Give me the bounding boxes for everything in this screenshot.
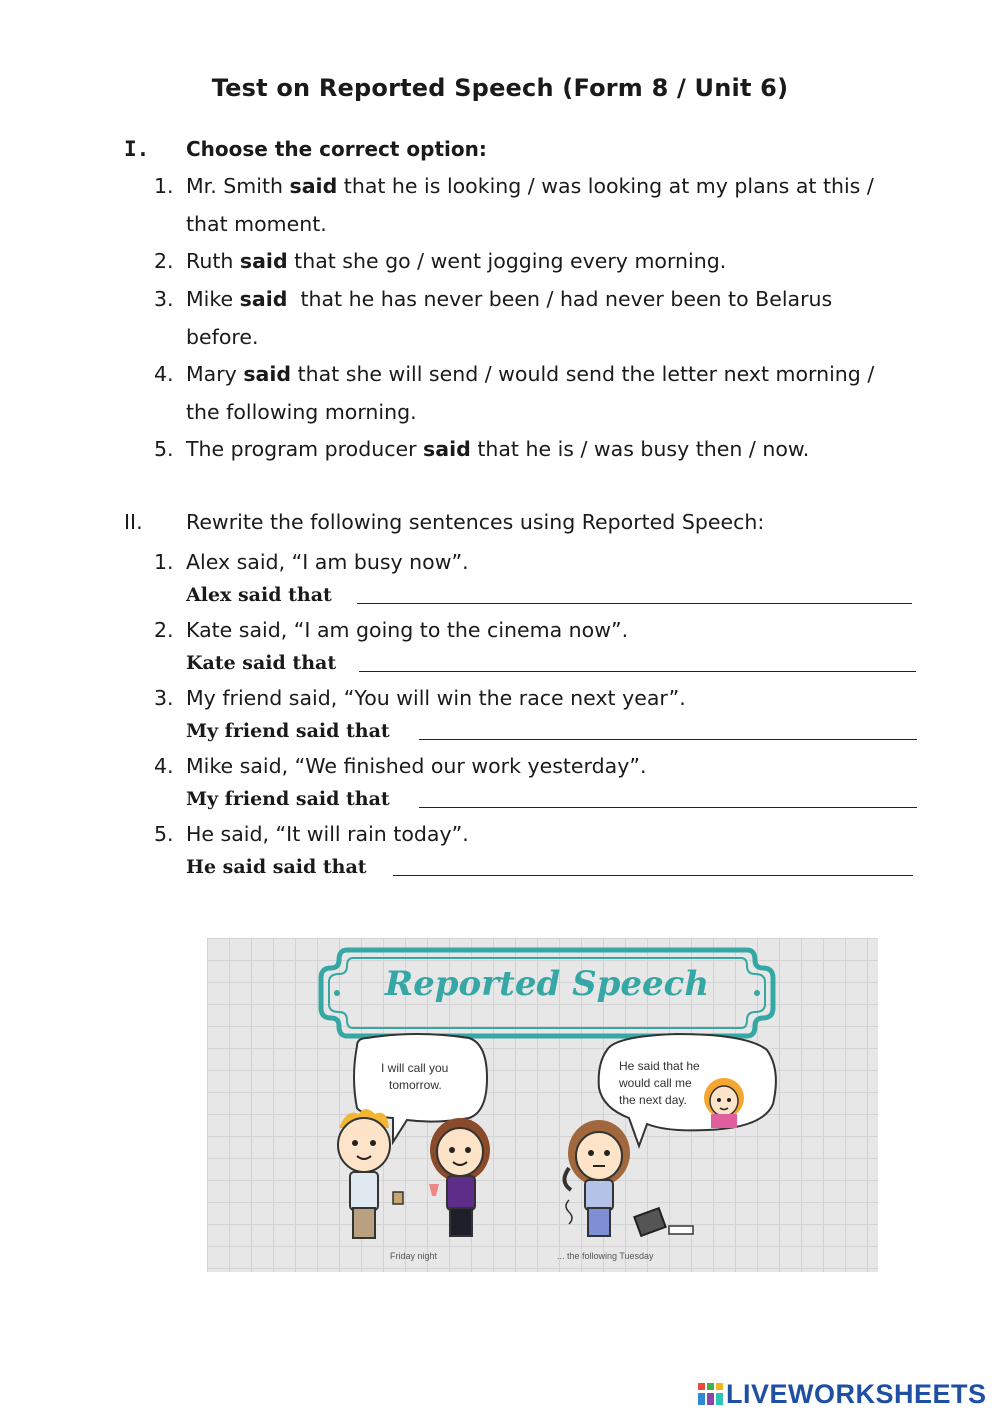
rewrite-item-1 (154, 550, 469, 574)
caption-right: ... the following Tuesday (557, 1251, 654, 1261)
item-text: that he is looking / was looking at my plans at this / (337, 174, 874, 198)
item-number: 1. (154, 174, 174, 198)
item-continuation: that moment. (186, 211, 327, 236)
item-number: 4. (154, 362, 174, 386)
section-1-heading: Choose the correct option: (186, 137, 487, 161)
rewrite-item-5 (154, 822, 469, 846)
item-text: that she will send / would send the letter next morning / (291, 362, 875, 386)
item-continuation: before. (186, 324, 259, 349)
item-verb: said (239, 287, 288, 311)
item-subject: Mary (186, 362, 237, 386)
item-number: 1. (154, 550, 174, 574)
item-number: 3. (154, 686, 174, 710)
item-sentence: Mike said, “We finished our work yesterday”. (186, 754, 647, 778)
choice-item-1 (154, 168, 944, 236)
item-text: that he has never been / had never been to Belarus (287, 287, 833, 311)
item-continuation: the following morning. (186, 399, 417, 424)
woman-on-phone-figure (564, 1120, 693, 1236)
answer-line-5[interactable] (393, 875, 913, 876)
rewrite-item-4 (154, 754, 646, 778)
caption-left: Friday night (390, 1251, 438, 1261)
item-sentence: He said, “It will rain today”. (186, 822, 469, 846)
liveworksheets-logo[interactable] (698, 1378, 987, 1410)
answer-line-3[interactable] (419, 739, 917, 740)
section-2-number: II. (124, 510, 143, 534)
answer-prompt-3: My friend said that (186, 720, 390, 742)
item-subject: The program producer (186, 437, 417, 461)
item-subject: Ruth (186, 249, 234, 273)
item-number: 2. (154, 249, 174, 273)
logo-text: LIVEWORKSHEETS (726, 1378, 987, 1409)
rewrite-item-3 (154, 686, 686, 710)
woman-figure (429, 1118, 490, 1236)
answer-prompt-2: Kate said that (186, 652, 337, 674)
item-verb: said (243, 362, 292, 386)
answer-prompt-4: My friend said that (186, 788, 390, 810)
item-subject: Mike (186, 287, 234, 311)
item-verb: said (239, 249, 288, 273)
rewrite-item-2 (154, 618, 628, 642)
item-sentence: Alex said, “I am busy now”. (186, 550, 469, 574)
item-sentence: My friend said, “You will win the race next year”. (186, 686, 686, 710)
item-number: 4. (154, 754, 174, 778)
section-1-number: I. (124, 137, 150, 161)
answer-prompt-1: Alex said that (186, 584, 332, 606)
right-bubble-text: He said that he would call me the next day. (619, 1059, 700, 1107)
answer-line-2[interactable] (359, 671, 916, 672)
answer-prompt-5: He said said that (186, 856, 367, 878)
reported-speech-illustration (207, 938, 878, 1272)
answer-line-4[interactable] (419, 807, 917, 808)
item-sentence: Kate said, “I am going to the cinema now”. (186, 618, 629, 642)
item-text: that she go / went jogging every morning. (287, 249, 727, 273)
page-title: Test on Reported Speech (Form 8 / Unit 6) (211, 74, 789, 102)
choice-item-3 (154, 281, 944, 349)
item-number: 5. (154, 822, 174, 846)
choice-item-5 (154, 431, 944, 469)
item-verb: said (289, 174, 338, 198)
choice-item-2 (154, 243, 944, 281)
item-verb: said (423, 437, 471, 461)
answer-line-1[interactable] (357, 603, 912, 604)
item-number: 5. (154, 437, 174, 461)
choice-item-4 (154, 356, 944, 424)
item-number: 3. (154, 287, 174, 311)
left-bubble-text: I will call you tomorrow. (381, 1061, 449, 1092)
item-subject: Mr. Smith (186, 174, 283, 198)
banner-title: Reported Speech (384, 964, 710, 1004)
item-text: that he is / was busy then / now. (470, 437, 810, 461)
item-number: 2. (154, 618, 174, 642)
section-2-heading: Rewrite the following sentences using Reported Speech: (186, 510, 765, 534)
logo-mark-icon (698, 1381, 724, 1407)
